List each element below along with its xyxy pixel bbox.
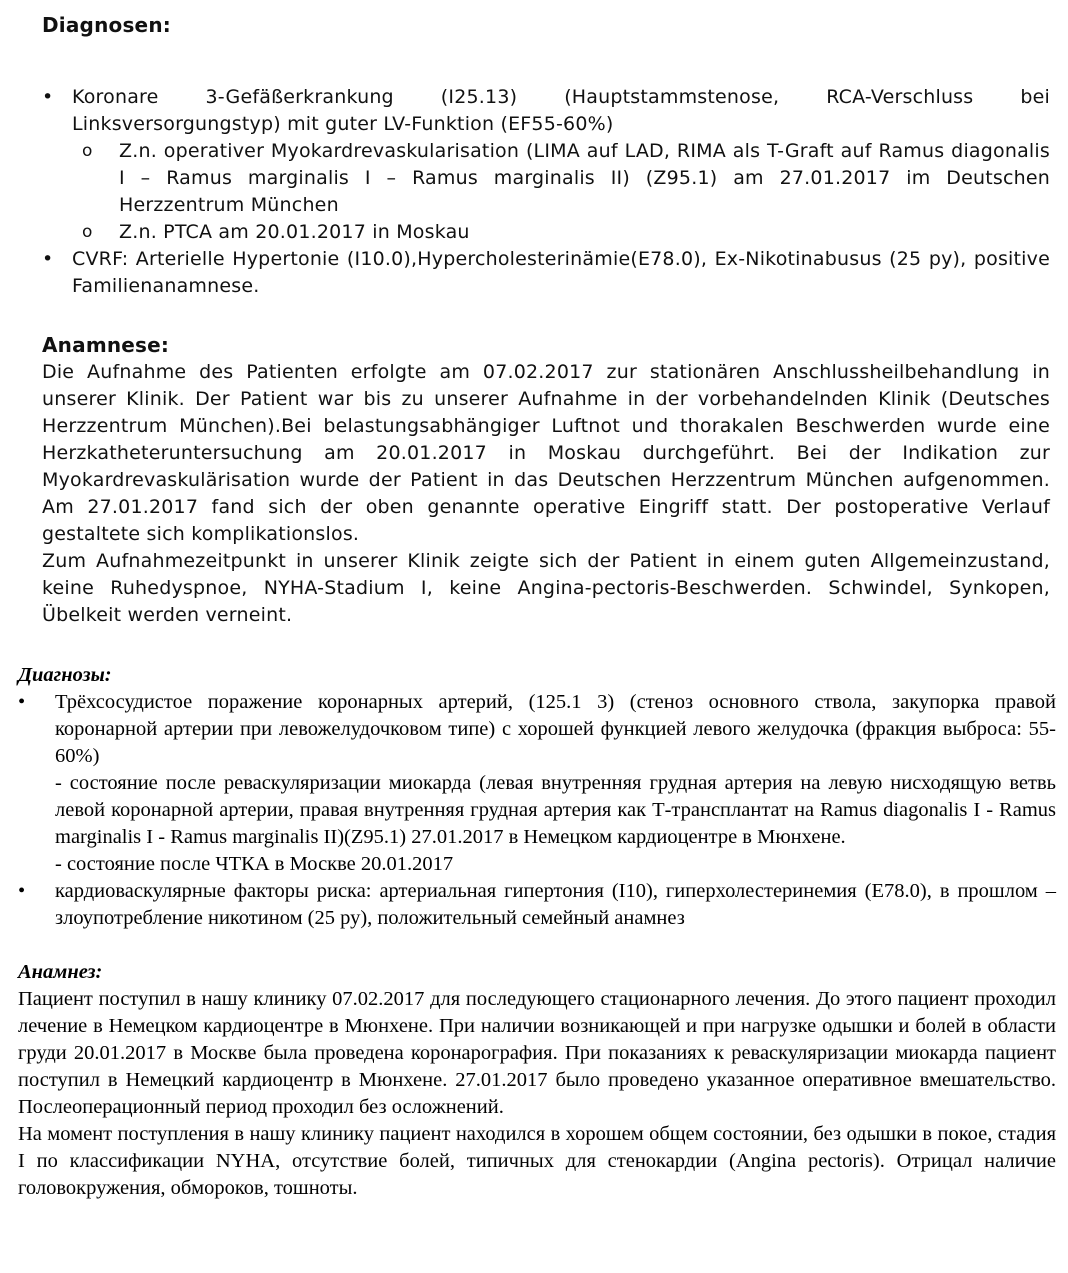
- german-anamnesis-heading: Anamnese:: [42, 333, 170, 357]
- german-diagnosis-text: CVRF: Arterielle Hypertonie (I10.0),Hypercholesterinämie(E78.0), Ex-Nikotinabusus (25 py), positive Familienanamnese.: [72, 248, 1050, 297]
- russian-anamnesis-paragraph: На момент поступления в нашу клинику пациент находился в хорошем общем состоянии, без одышки в покое, стадия I по классификации NYHA, отсутствие болей, типичных для стенокардии (Angina pectoris). Отрицал наличие головокружения, обмороков, тошноты.: [18, 1123, 1056, 1199]
- russian-diagnosis-text: кардиоваскулярные факторы риска: артериальная гипертония (I10), гиперхолестеринемия (E78.0), в прошлом – злоупотребление никотином (25 ру), положительный семейный анамнез: [55, 880, 1056, 929]
- russian-diagnosis-subitem: - состояние после ЧТКА в Москве 20.01.2017: [55, 853, 454, 875]
- circle-bullet-icon: o: [82, 141, 93, 161]
- german-diagnosis-item: [42, 84, 1050, 246]
- russian-translation-section: [18, 662, 1056, 1202]
- russian-diagnosis-subitem: - состояние после реваскуляризации миокарда (левая внутренняя грудная артерия на левую нисходящую ветвь левой коронарной артерии, правая внутренняя грудная артерия как Т-трансплантат на Ramus diagonalis I - Ramus marginalis I - Ramus marginalis II)(Z95.1) 27.01.2017 в Немецком кардиоцентре в Мюнхене.: [55, 772, 1056, 848]
- german-anamnesis-paragraph: Die Aufnahme des Patienten erfolgte am 07.02.2017 zur stationären Anschlussheilbehandlung in unserer Klinik. Der Patient war bis zu unserer Aufnahme in der vorbehandelnden Klinik (Deutsches Herzzentrum München).Bei belastungsabhängiger Luftnot und thorakalen Beschwerden wurde eine Herzkatheteruntersuchung am 20.01.2017 in Moskau durchgeführt. Bei der Indikation zur Myokardrevaskulärisation wurde der Patient in das Deutschen Herzzentrum München aufgenommen. Am 27.01.2017 fand sich der oben genannte operative Eingriff statt. Der postoperative Verlauf gestaltete sich komplikationslos.: [42, 361, 1050, 545]
- german-anamnesis-paragraph: Zum Aufnahmezeitpunkt in unserer Klinik zeigte sich der Patient in einem guten Allgemeinzustand, keine Ruhedyspnoe, NYHA-Stadium I, keine Angina-pectoris-Beschwerden. Schwindel, Synkopen, Übelkeit werden verneint.: [42, 550, 1050, 626]
- bullet-icon: •: [42, 86, 54, 108]
- russian-anamnesis-heading: Анамнез:: [18, 961, 103, 983]
- russian-anamnesis-section: [18, 959, 1056, 1202]
- german-diagnoses-heading: Diagnosen:: [42, 13, 171, 37]
- german-diagnosis-subitem: [72, 219, 1050, 246]
- circle-bullet-icon: o: [82, 222, 93, 242]
- german-diagnoses-list: [42, 84, 1050, 300]
- russian-anamnesis-paragraph: Пациент поступил в нашу клинику 07.02.2017 для последующего стационарного лечения. До этого пациент проходил лечение в Немецком кардиоцентре в Мюнхене. При наличии возникающей и при нагрузке одышки и болей в области груди 20.01.2017 в Москве была проведена коронарография. При показаниях к реваскуляризации миокарда пациент поступил в Немецкий кардиоцентр в Мюнхене. 27.01.2017 было проведено указанное оперативное вмешательство. Послеоперационный период проходил без осложнений.: [18, 988, 1056, 1118]
- german-subitem-text: Z.n. operativer Myokardrevaskularisation (LIMA auf LAD, RIMA als T-Graft auf Ramus diagonalis I – Ramus marginalis I – Ramus marginalis II) (Z95.1) am 27.01.2017 im Deutschen Herzzentrum München: [119, 140, 1050, 216]
- bullet-icon: •: [18, 880, 26, 902]
- german-subitem-text: Z.n. PTCA am 20.01.2017 in Moskau: [119, 221, 470, 243]
- german-diagnosis-subitem: [72, 138, 1050, 219]
- russian-diagnosis-text: Трёхсосудистое поражение коронарных артерий, (125.1 3) (стеноз основного ствола, закупорка правой коронарной артерии при левожелудочковом типе) с хорошей функцией левого желудочка (фракция выброса: 55-60%): [55, 691, 1056, 767]
- german-anamnesis-section: [42, 332, 1050, 629]
- german-diagnosis-item: [42, 246, 1050, 300]
- bullet-icon: •: [42, 248, 54, 270]
- russian-diagnosis-item: [18, 689, 1056, 878]
- bullet-icon: •: [18, 691, 26, 713]
- german-diagnosis-sublist: [72, 138, 1050, 246]
- russian-diagnosis-item: [18, 878, 1056, 932]
- russian-diagnoses-list: [18, 689, 1056, 932]
- german-original-section: [42, 12, 1050, 629]
- russian-diagnoses-heading: Диагнозы:: [18, 664, 112, 686]
- german-diagnosis-text: Koronare 3-Gefäßerkrankung (I25.13) (Hauptstammstenose, RCA-Verschluss bei Linksversorgungstyp) mit guter LV-Funktion (EF55-60%): [72, 86, 1050, 135]
